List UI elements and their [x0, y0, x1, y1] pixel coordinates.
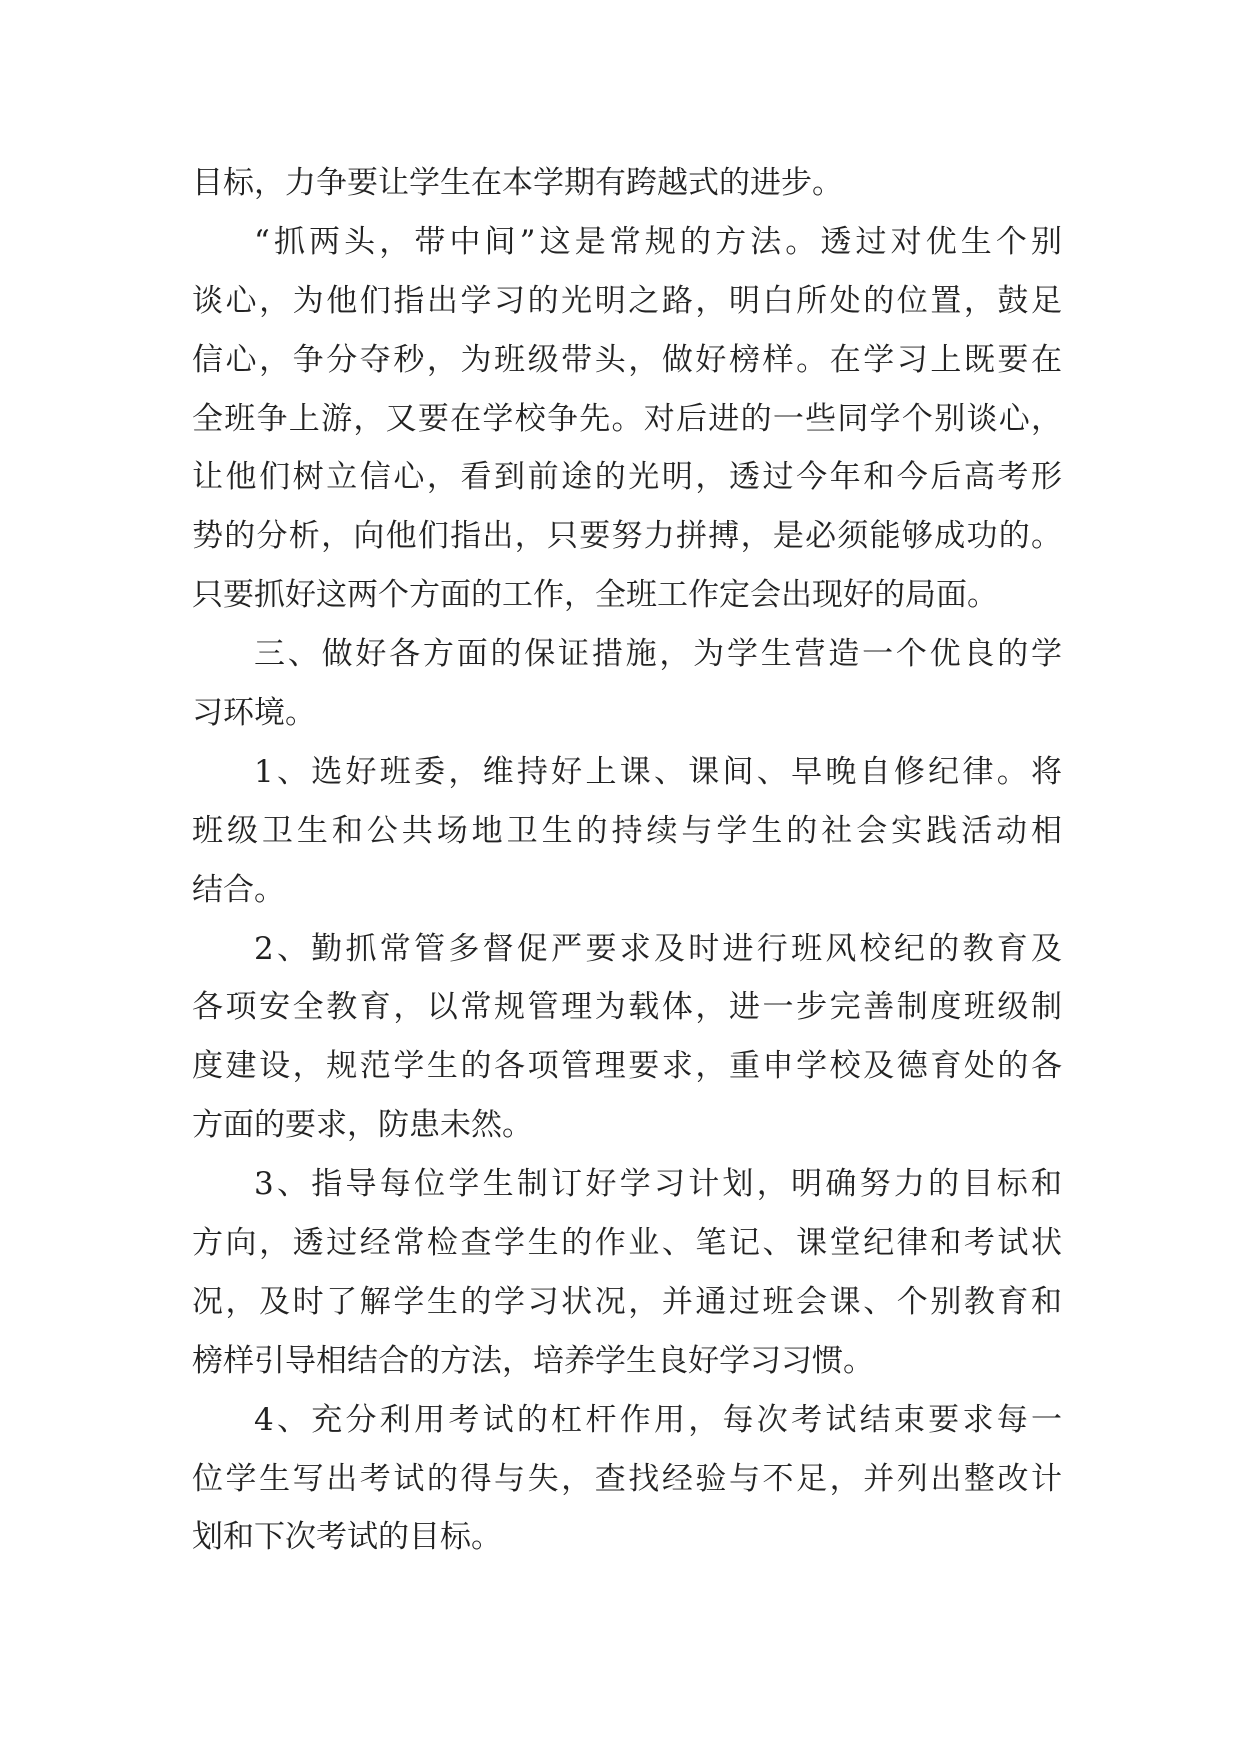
- text-line: 班级卫生和公共场地卫生的持续与学生的社会实践活动相: [192, 812, 1062, 849]
- text-line: 位学生写出考试的得与失，查找经验与不足，并列出整改计: [192, 1460, 1062, 1497]
- text-line: 方向，透过经常检查学生的作业、笔记、课堂纪律和考试状: [192, 1225, 1062, 1262]
- text-line: 况，及时了解学生的学习状况，并通过班会课、个别教育和: [192, 1283, 1062, 1320]
- text-line: 方面的要求，防患未然。: [192, 1107, 533, 1144]
- text-line: 让他们树立信心，看到前途的光明，透过今年和今后高考形: [192, 459, 1062, 496]
- text-line: “抓两头，带中间”这是常规的方法。透过对优生个别: [254, 223, 1062, 260]
- text-line: 谈心，为他们指出学习的光明之路，明白所处的位置，鼓足: [192, 282, 1062, 319]
- text-line: 信心，争分夺秒，为班级带头，做好榜样。在学习上既要在: [192, 341, 1062, 378]
- text-line: 各项安全教育，以常规管理为载体，进一步完善制度班级制: [192, 989, 1062, 1026]
- text-line: 1、选好班委，维持好上课、课间、早晚自修纪律。将: [254, 753, 1062, 790]
- text-line: 度建设，规范学生的各项管理要求，重申学校及德育处的各: [192, 1048, 1062, 1085]
- text-line: 结合。: [192, 871, 285, 908]
- text-line: 习环境。: [192, 695, 316, 732]
- text-line: 势的分析，向他们指出，只要努力拼搏，是必须能够成功的。: [192, 518, 1062, 555]
- text-line: 划和下次考试的目标。: [192, 1519, 502, 1556]
- text-line: 三、做好各方面的保证措施，为学生营造一个优良的学: [254, 636, 1062, 673]
- text-line: 目标，力争要让学生在本学期有跨越式的进步。: [192, 165, 843, 201]
- text-line: 4、充分利用考试的杠杆作用，每次考试结束要求每一: [254, 1401, 1062, 1438]
- text-line: 榜样引导相结合的方法，培养学生良好学习习惯。: [192, 1342, 874, 1379]
- text-line: 只要抓好这两个方面的工作，全班工作定会出现好的局面。: [192, 577, 998, 614]
- text-line: 2、勤抓常管多督促严要求及时进行班风校纪的教育及: [254, 930, 1062, 967]
- text-line: 全班争上游，又要在学校争先。对后进的一些同学个别谈心，: [192, 400, 1062, 437]
- text-line: 3、指导每位学生制订好学习计划，明确努力的目标和: [254, 1166, 1062, 1203]
- document-body: [192, 154, 1062, 1567]
